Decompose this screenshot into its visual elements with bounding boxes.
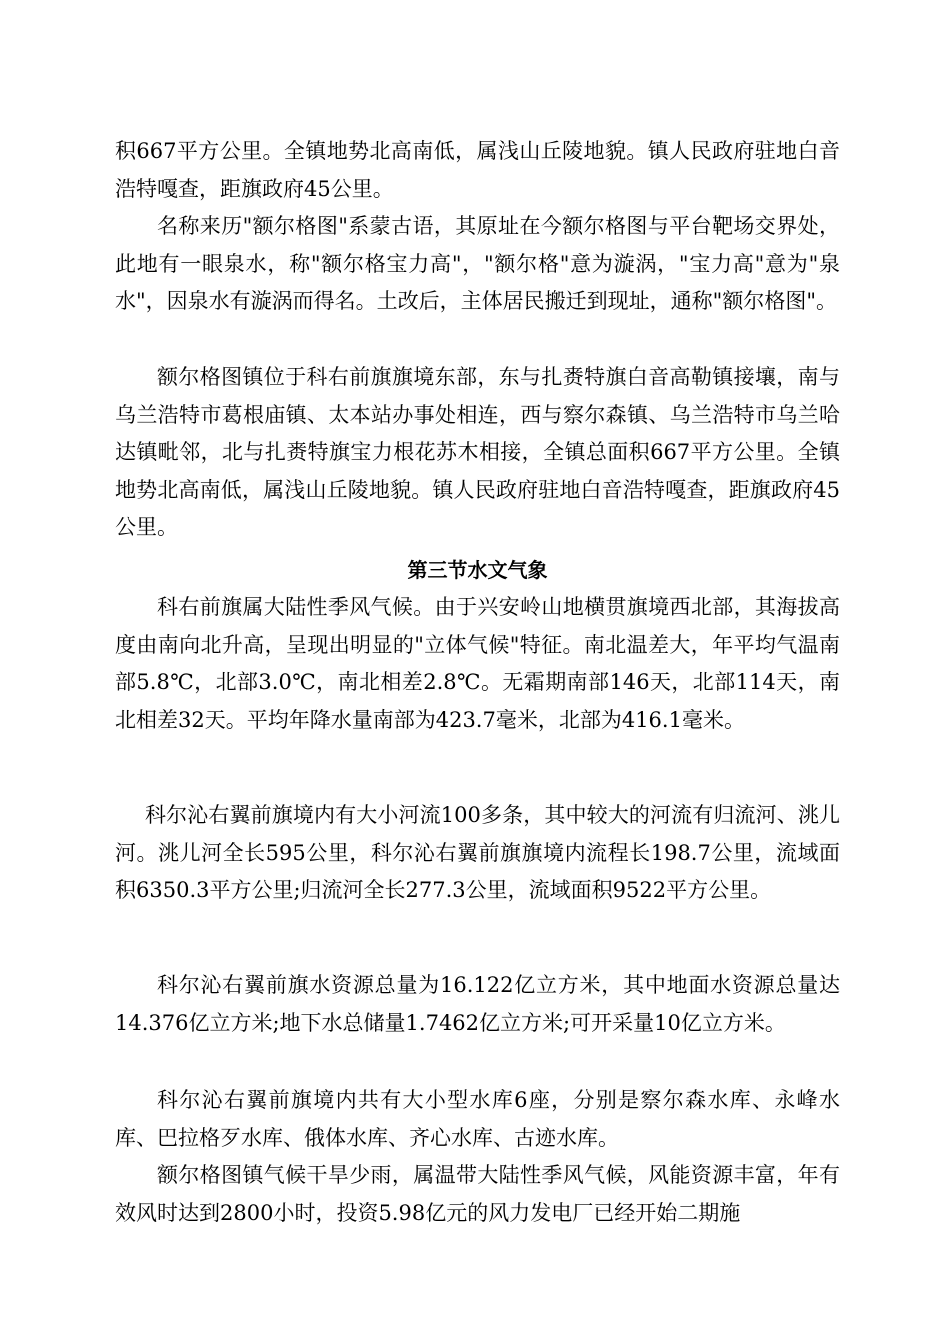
- paragraph-climate: 科右前旗属大陆性季风气候。由于兴安岭山地横贯旗境西北部，其海拔高度由南向北升高，呈现出明显的"立体气候"特征。南北温差大，年平均气温南部5.8℃，北部3.0℃，南北相差2.8℃。无霜期南部146天，北部114天，南北相差32天。平均年降水量南部为423.7毫米，北部为416.1毫米。: [115, 595, 840, 732]
- paragraph-wind-energy: 额尔格图镇气候干旱少雨，属温带大陆性季风气候，风能资源丰富，年有效风时达到2800小时，投资5.98亿元的风力发电厂已经开始二期施: [115, 1163, 840, 1225]
- paragraph-water-resources: 科尔沁右翼前旗水资源总量为16.122亿立方米，其中地面水资源总量达14.376亿立方米;地下水总储量1.7462亿立方米;可开采量10亿立方米。: [115, 973, 840, 1035]
- paragraph-reservoirs: 科尔沁右翼前旗境内共有大小型水库6座，分别是察尔森水库、永峰水库、巴拉格歹水库、俄体水库、齐心水库、古迹水库。: [115, 1088, 840, 1150]
- paragraph-area-continuation: 积667平方公里。全镇地势北高南低，属浅山丘陵地貌。镇人民政府驻地白音浩特嘎查，距旗政府45公里。: [115, 139, 840, 201]
- paragraph-location: 额尔格图镇位于科右前旗旗境东部，东与扎赉特旗白音高勒镇接壤，南与乌兰浩特市葛根庙镇、太本站办事处相连，西与察尔森镇、乌兰浩特市乌兰哈达镇毗邻，北与扎赉特旗宝力根花苏木相接，全镇总面积667平方公里。全镇地势北高南低，属浅山丘陵地貌。镇人民政府驻地白音浩特嘎查，距旗政府45公里。: [115, 365, 840, 540]
- paragraph-rivers: 科尔沁右翼前旗境内有大小河流100多条，其中较大的河流有归流河、洮儿河。洮儿河全长595公里，科尔沁右翼前旗旗境内流程长198.7公里，流域面积6350.3平方公里;归流河全长277.3公里，流域面积9522平方公里。: [115, 803, 840, 903]
- section-heading: 第三节水文气象: [407, 558, 548, 582]
- paragraph-name-origin: 名称来历"额尔格图"系蒙古语，其原址在今额尔格图与平台靶场交界处，此地有一眼泉水，称"额尔格宝力高"，"额尔格"意为漩涡，"宝力高"意为"泉水"，因泉水有漩涡而得名。土改后，主体居民搬迁到现址，通称"额尔格图"。: [115, 214, 840, 314]
